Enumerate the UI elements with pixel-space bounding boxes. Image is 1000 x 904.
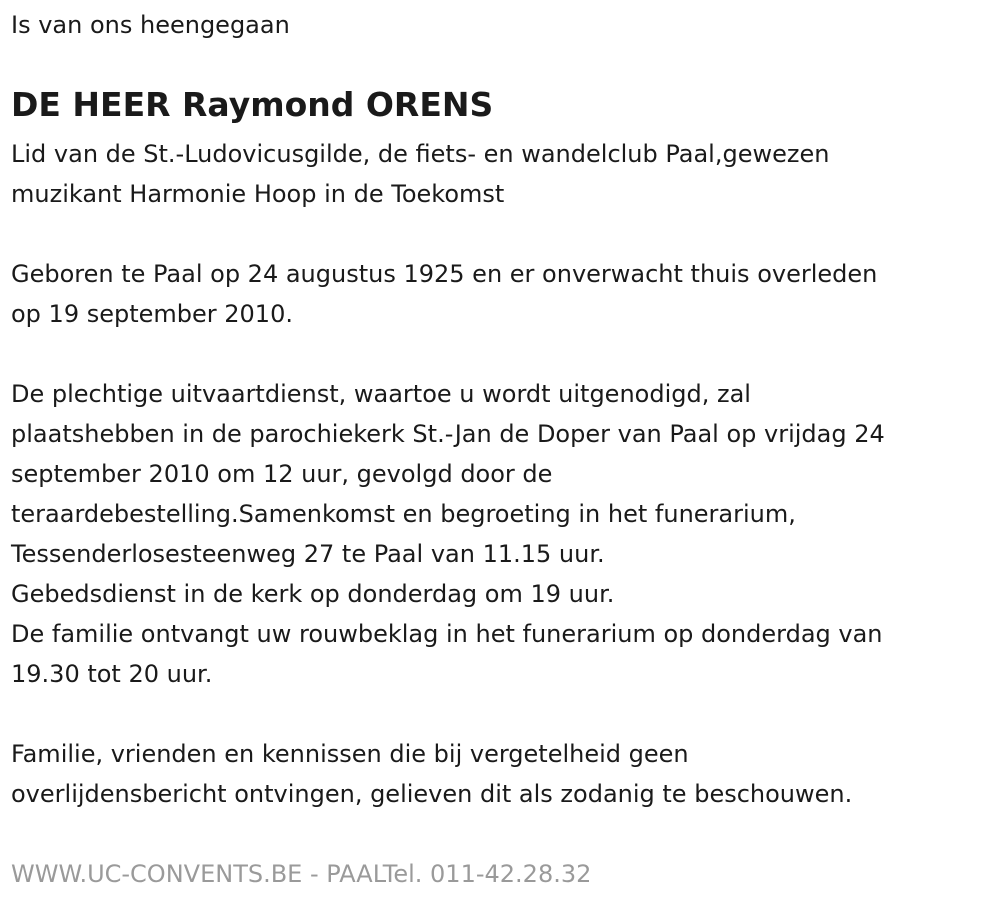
funeral-service-paragraph <box>11 374 885 694</box>
closing-note-line: Familie, vrienden en kennissen die bij vergetelheid geen <box>11 740 689 768</box>
deceased-name: DE HEER Raymond ORENS <box>11 85 494 124</box>
service-line: 19.30 tot 20 uur. <box>11 660 213 688</box>
birth-death-line: Geboren te Paal op 24 augustus 1925 en er onverwacht thuis overleden <box>11 260 878 288</box>
service-line: Tessenderlosesteenweg 27 te Paal van 11.15 uur. <box>11 540 605 568</box>
birth-death-line: op 19 september 2010. <box>11 300 293 328</box>
service-line: De familie ontvangt uw rouwbeklag in het funerarium op donderdag van <box>11 620 883 648</box>
affiliation-line: muzikant Harmonie Hoop in de Toekomst <box>11 180 505 208</box>
service-line: plaatshebben in de parochiekerk St.-Jan de Doper van Paal op vrijdag 24 <box>11 420 885 448</box>
intro-text: Is van ons heengegaan <box>11 11 290 39</box>
affiliation-paragraph <box>11 134 829 214</box>
footer-contact: WWW.UC-CONVENTS.BE - PAALTel. 011-42.28.32 <box>11 860 592 888</box>
service-line: Gebedsdienst in de kerk op donderdag om 19 uur. <box>11 580 615 608</box>
affiliation-line: Lid van de St.-Ludovicusgilde, de fiets- en wandelclub Paal,gewezen <box>11 140 830 168</box>
service-line: teraardebestelling.Samenkomst en begroeting in het funerarium, <box>11 500 796 528</box>
birth-death-paragraph <box>11 254 877 334</box>
closing-note-line: overlijdensbericht ontvingen, gelieven dit als zodanig te beschouwen. <box>11 780 853 808</box>
closing-note-paragraph <box>11 734 852 814</box>
service-line: De plechtige uitvaartdienst, waartoe u wordt uitgenodigd, zal <box>11 380 751 408</box>
service-line: september 2010 om 12 uur, gevolgd door de <box>11 460 553 488</box>
